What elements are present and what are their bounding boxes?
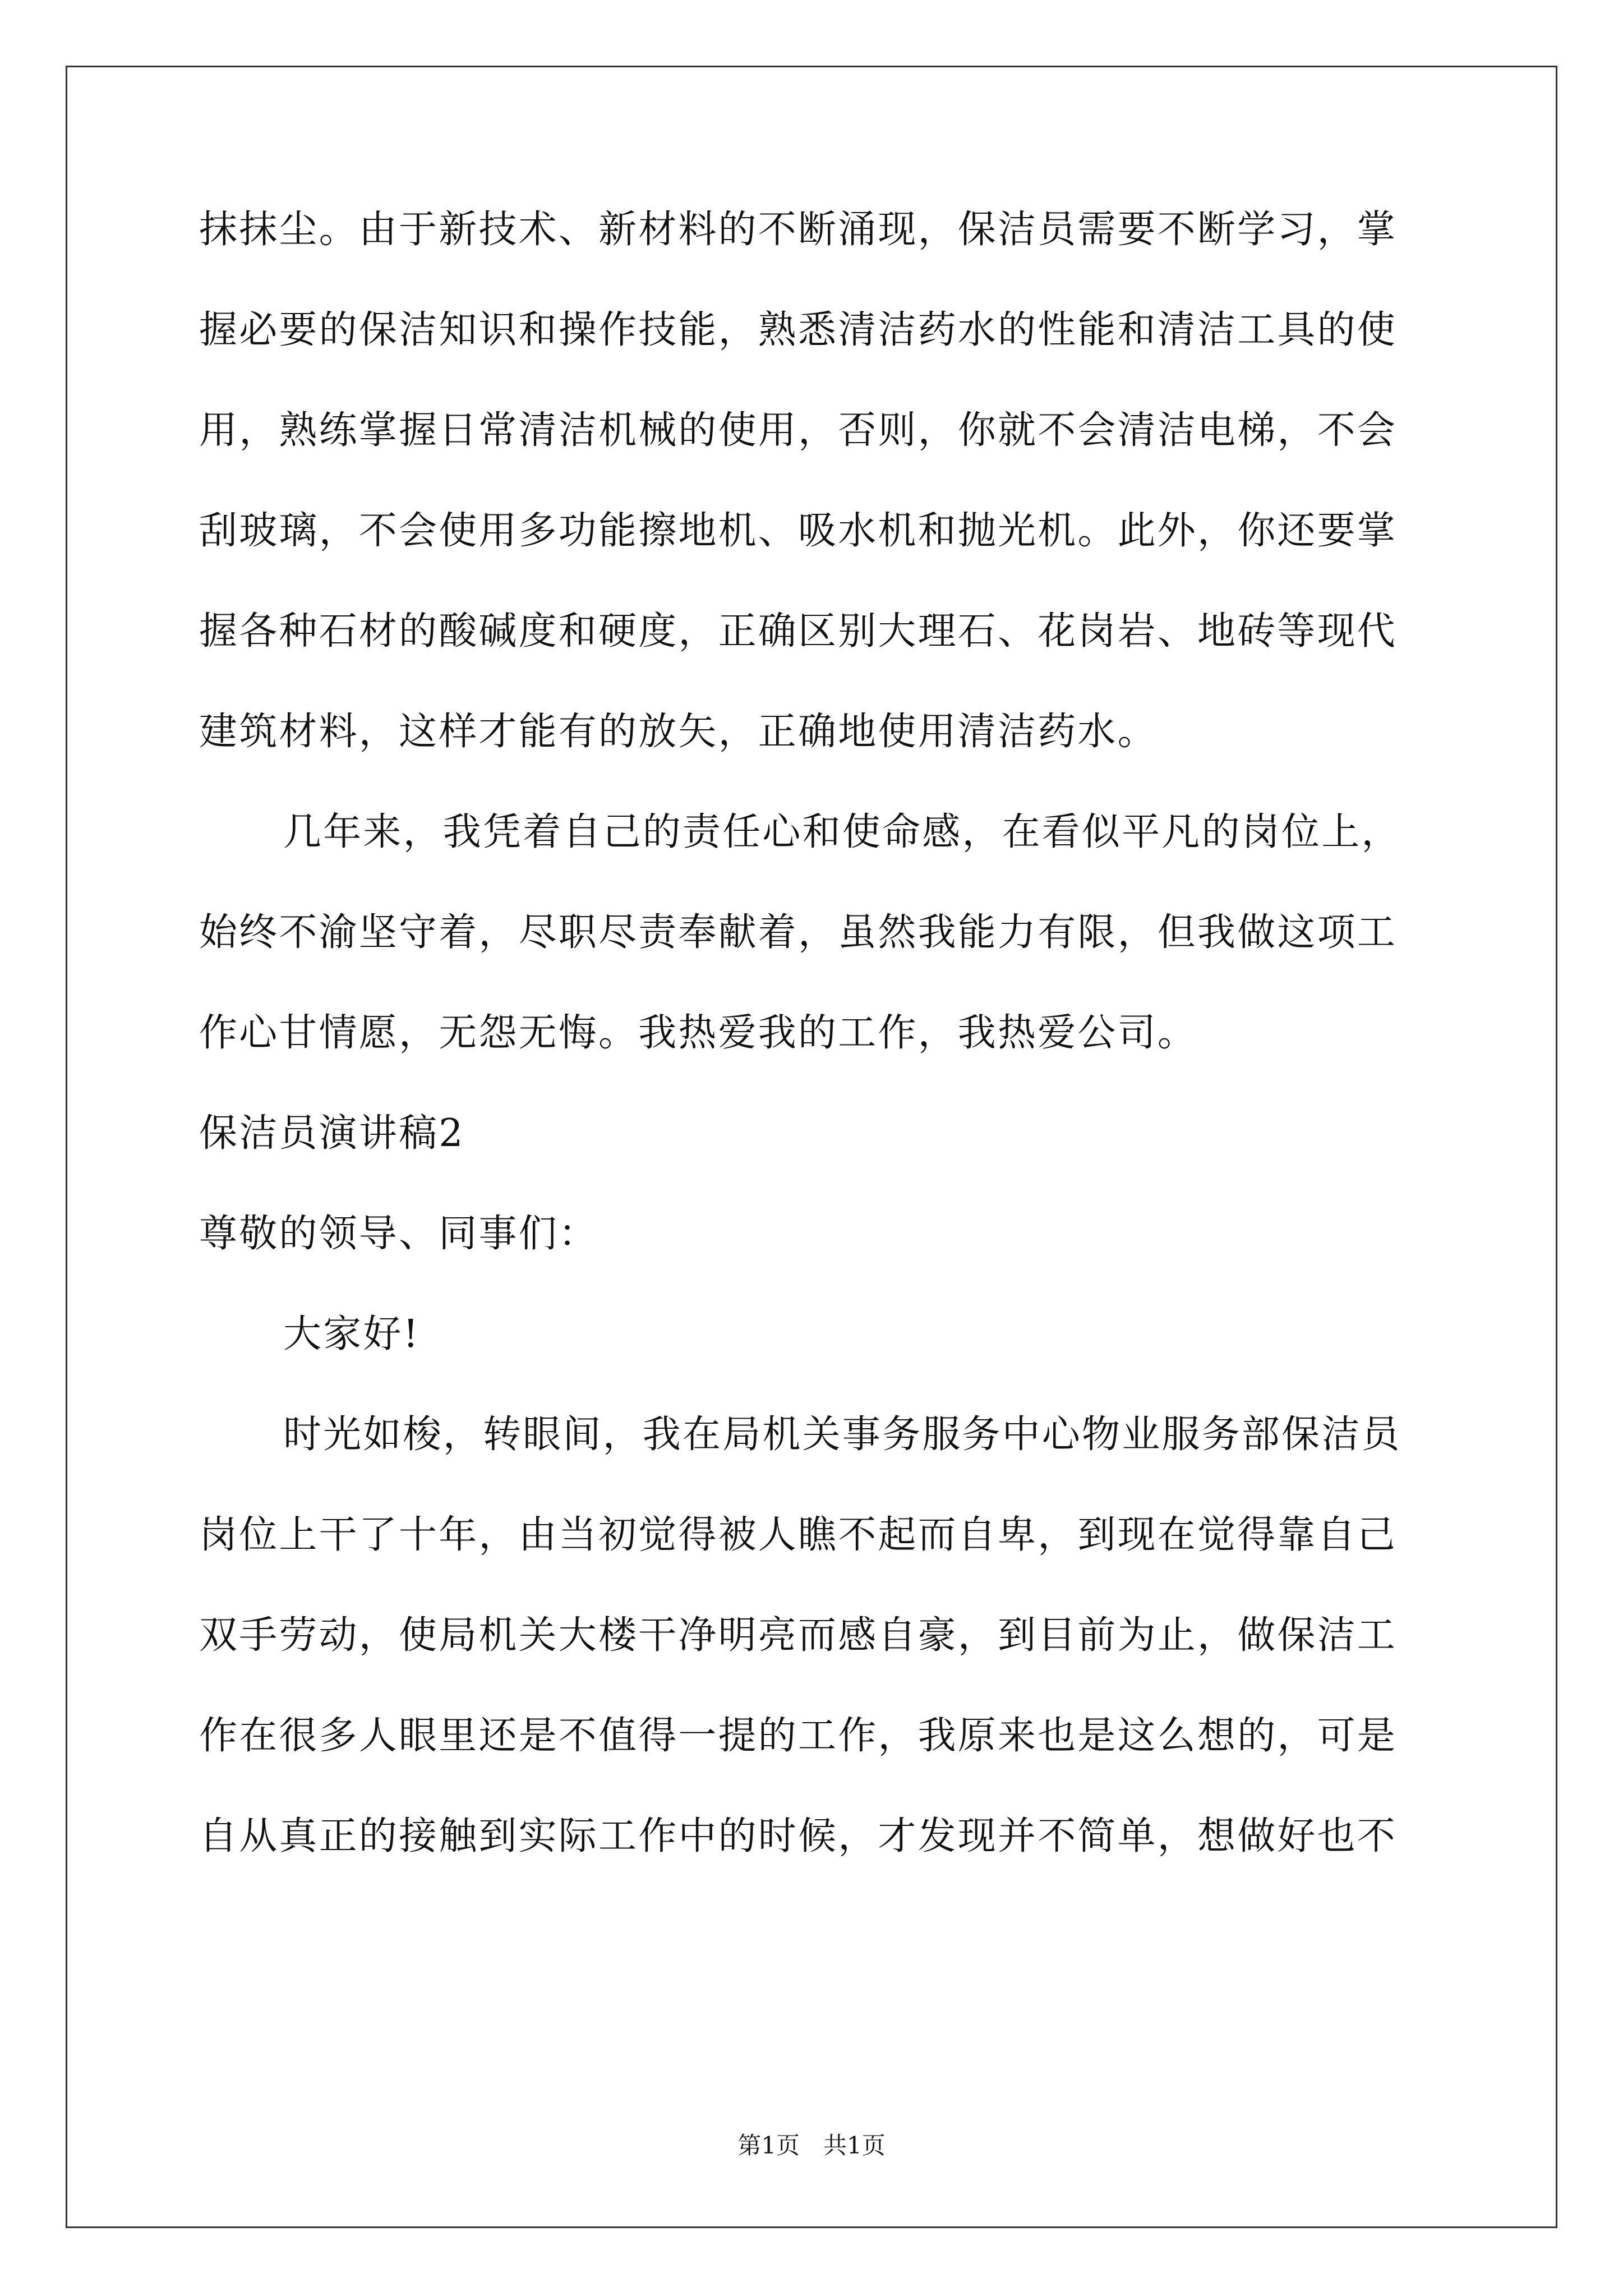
paragraph-line: 用，熟练掌握日常清洁机械的使用，否则，你就不会清洁电梯，不会 [199, 408, 1398, 453]
paragraph-line: 握必要的保洁知识和操作技能，熟悉清洁药水的性能和清洁工具的使 [199, 308, 1398, 352]
salutation: 尊敬的领导、同事们： [199, 1212, 599, 1256]
paragraph-line: 刮玻璃，不会使用多功能擦地机、吸水机和抛光机。此外，你还要掌 [199, 509, 1398, 553]
paragraph-line: 双手劳动，使局机关大楼干净明亮而感自豪，到目前为止，做保洁工 [199, 1613, 1398, 1658]
paragraph-line: 作心甘情愿，无怨无悔。我热爱我的工作，我热爱公司。 [199, 1011, 1198, 1055]
paragraph-line: 岗位上干了十年，由当初觉得被人瞧不起而自卑，到现在觉得靠自己 [199, 1513, 1398, 1557]
paragraph-line: 始终不渝坚守着，尽职尽责奉献着，虽然我能力有限，但我做这项工 [199, 910, 1398, 955]
paragraph-line: 自从真正的接触到实际工作中的时候，才发现并不简单，想做好也不 [199, 1814, 1398, 1858]
paragraph-line: 建筑材料，这样才能有的放矢，正确地使用清洁药水。 [199, 710, 1158, 754]
paragraph-line: 握各种石材的酸碱度和硬度，正确区别大理石、花岗岩、地砖等现代 [199, 609, 1398, 654]
paragraph-line: 时光如梭，转眼间，我在局机关事务服务中心物业服务部保洁员 [283, 1412, 1401, 1457]
section-heading: 保洁员演讲稿2 [199, 1111, 465, 1156]
page-footer: 第1页 共1页 [737, 2132, 886, 2159]
greeting: 大家好! [283, 1312, 421, 1356]
paragraph-line: 抹抹尘。由于新技术、新材料的不断涌现，保洁员需要不断学习，掌 [199, 208, 1398, 252]
paragraph-line: 作在很多人眼里还是不值得一提的工作，我原来也是这么想的，可是 [199, 1714, 1398, 1758]
paragraph-line: 几年来，我凭着自己的责任心和使命感，在看似平凡的岗位上， [283, 810, 1401, 854]
